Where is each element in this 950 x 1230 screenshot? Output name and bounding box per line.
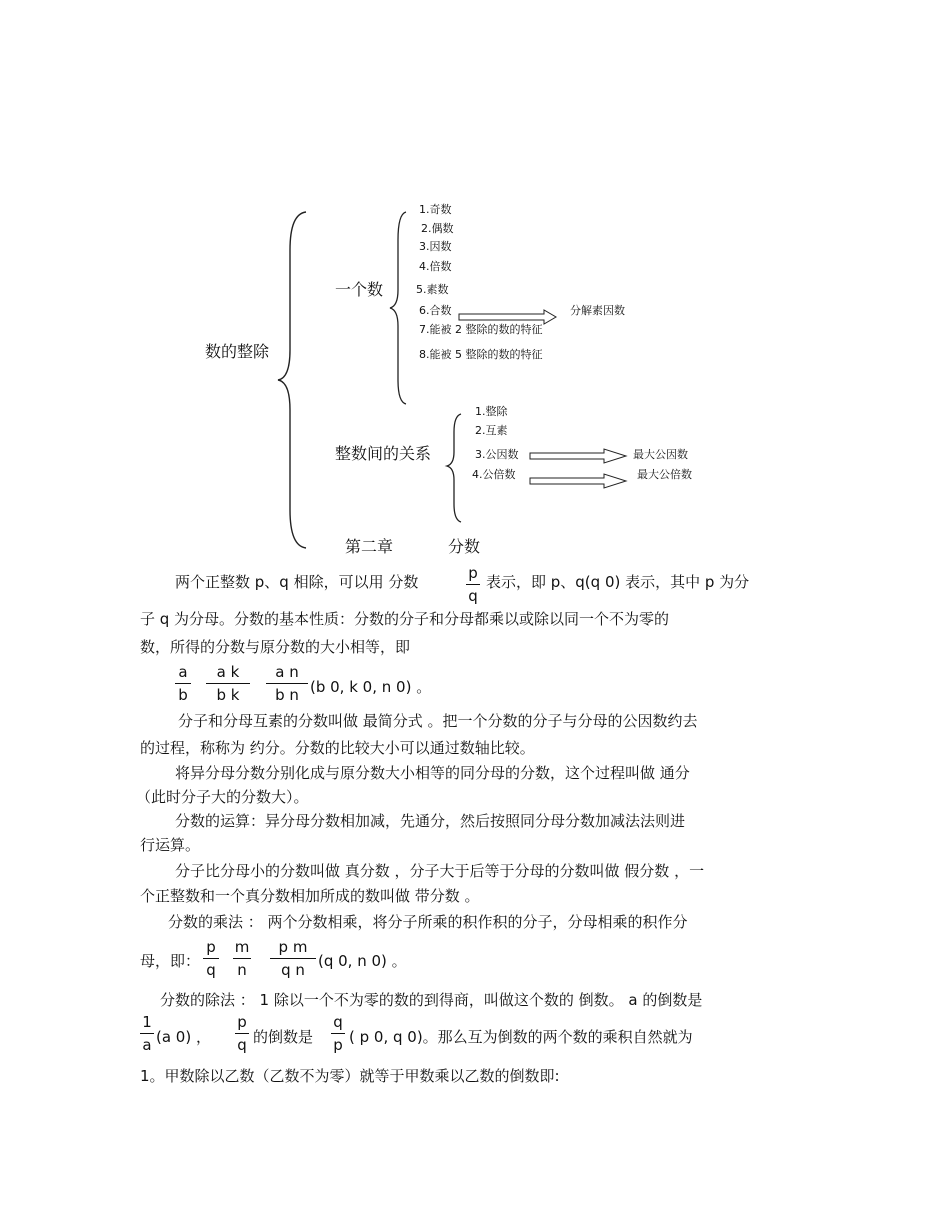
para-text: 分数的乘法 ： 两个分数相乘，将分子所乘的积作积的分子，分母相乘的积作分 [168,913,688,931]
gcd-label: 最大公因数 [633,448,688,461]
fraction-q-p [331,1012,345,1055]
fraction-p-q [466,563,480,606]
group2-label: 整数间的关系 [335,444,432,463]
denominator: q [206,961,216,979]
para-text: 行运算。 [140,836,201,854]
para-text: 两个正整数 p、q 相除，可以用 分数 [175,573,419,591]
fraction-bar [203,958,219,959]
group2-item: 4.公倍数 [472,468,516,481]
para-text: 将异分母分数分别化成与原分数大小相等的同分母的分数，这个过程叫做 通分 [175,764,690,782]
fraction-m-n [233,937,251,980]
para-text: 分子比分母小的分数叫做 真分数 ，分子大于后等于分母的分数叫做 假分数 ，一 [175,862,705,880]
para-text: 子 q 为分母。分数的基本性质：分数的分子和分母都乘以或除以同一个不为零的 [140,610,670,628]
equation-condition: (q 0, n 0) 。 [318,952,407,970]
fraction-bar [235,1033,249,1034]
para-text: 数，所得的分数与原分数的大小相等，即 [140,638,411,656]
para-text: 的过程，称称为 约分。分数的比较大小可以通过数轴比较。 [140,739,535,757]
chapter-title: 分数 [448,537,481,556]
numerator: p [206,938,216,956]
denominator: b [178,686,188,704]
numerator: m [234,938,250,956]
para-text: 分数的运算：异分母分数相加减，先通分，然后按照同分母分数加减法法则进 [175,812,686,830]
group1-item: 6.合数 [419,304,452,317]
para-text: 分数的除法 ： 1 除以一个不为零的数的到得商，叫做这个数的 倒数。 a 的倒数是 [160,991,703,1009]
fraction-bar [331,1033,345,1034]
fraction-p-q [235,1012,249,1055]
arrow-to-lcm [530,474,626,488]
group1-item: 7.能被 2 整除的数的特征 [419,323,543,336]
para-text: （此时分子大的分数大）。 [136,788,309,806]
group1-item: 8.能被 5 整除的数的特征 [419,348,543,361]
denominator: q [237,1036,247,1054]
para-text: 表示，即 p、q(q 0) 表示，其中 p 为分 [486,573,750,591]
chapter-label: 第二章 [345,537,394,556]
factorization-label: 分解素因数 [570,304,625,317]
numerator: p [468,564,478,582]
fraction-p-q [203,937,219,980]
arrow-to-gcd [530,449,626,463]
para-text: 的倒数是 [253,1028,314,1046]
group1-label: 一个数 [335,280,384,299]
denominator: b k [216,686,240,704]
equation-condition: (a 0) ， [156,1028,211,1046]
group1-brace [390,212,406,404]
fraction-bar [266,683,308,684]
fraction-bar [233,958,251,959]
para-text: 个正整数和一个真分数相加所成的数叫做 带分数 。 [140,887,480,905]
fraction-ak-bk [206,662,250,705]
numerator: q [333,1013,343,1031]
group2-item: 2.互素 [475,424,508,437]
denominator: q [468,587,478,605]
group2-item: 1.整除 [475,405,508,418]
denominator: q n [281,961,305,979]
fraction-bar [140,1033,154,1034]
numerator: p m [278,938,308,956]
numerator: 1 [142,1013,152,1031]
group2-brace [447,414,461,522]
fraction-a-b [175,662,191,705]
numerator: p [237,1013,247,1031]
group1-item: 2.偶数 [421,222,454,235]
para-text: 母，即： [140,952,201,970]
fraction-1-a [140,1012,154,1055]
fraction-an-bn [266,662,308,705]
para-text: 分子和分母互素的分数叫做 最简分式 。把一个分数的分子与分母的公因数约去 [178,712,698,730]
root-label: 数的整除 [205,342,270,361]
denominator: a [142,1036,152,1054]
numerator: a [178,663,188,681]
root-brace [278,212,306,548]
group1-item: 4.倍数 [419,260,452,273]
group1-item: 3.因数 [419,240,452,253]
numerator: a k [216,663,240,681]
para-text: ( p 0, q 0)。那么互为倒数的两个数的乘积自然就为 [349,1028,693,1046]
group2-item: 3.公因数 [475,448,519,461]
denominator: n [237,961,247,979]
equation-condition: (b 0, k 0, n 0) 。 [310,678,432,696]
numerator: a n [275,663,299,681]
denominator: b n [275,686,299,704]
lcm-label: 最大公倍数 [637,468,692,481]
denominator: p [333,1036,343,1054]
fraction-pm-qn [270,937,316,980]
fraction-bar [466,584,480,585]
fraction-bar [206,683,250,684]
para-text: 1。甲数除以乙数（乙数不为零）就等于甲数乘以乙数的倒数即: [140,1067,560,1085]
group1-item: 1.奇数 [419,203,452,216]
fraction-bar [270,958,316,959]
group1-item: 5.素数 [416,283,449,296]
fraction-bar [175,683,191,684]
